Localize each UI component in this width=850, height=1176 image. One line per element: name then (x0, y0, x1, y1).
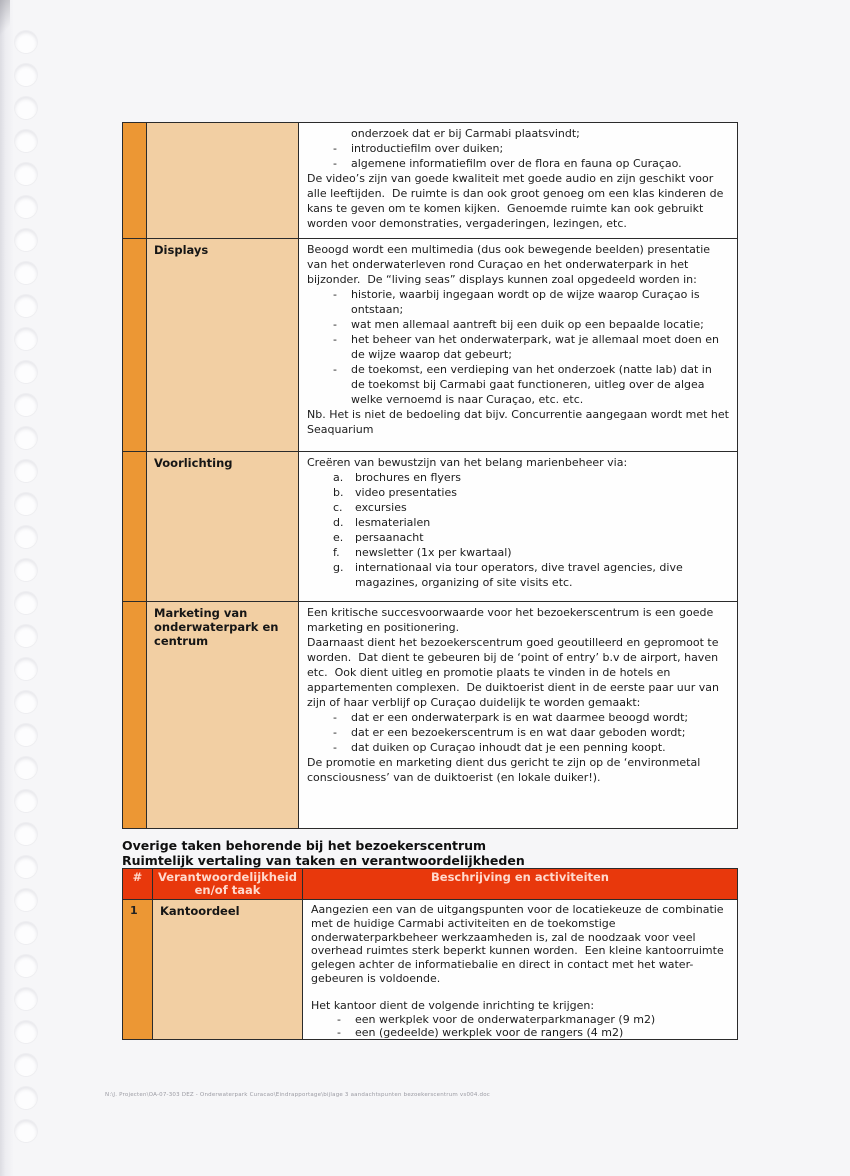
binder-hole (15, 361, 37, 383)
header-num: # (123, 869, 153, 899)
footer-file-path: N:\J. Projecten\OA-07-303 DEZ - Onderwaterpark Curacao\Eindrapportage\bijlage 3 aandachtspunten bezoekerscentrum vs004.doc (105, 1092, 490, 1098)
paragraph: Daarnaast dient het bezoekerscentrum goed geoutilleerd en gepromoot te worden. Dat dient te gebeuren bij de ‘point of entry’ b.v de airport, haven etc. Ook dient uitleg en promotie plaats te vinden in de hotels en appartementen complexen. De duiktoerist dient in de eerste paar uur van zijn of haar verblijf op Curaçao duidelijk te worden gemaakt: (307, 636, 723, 709)
binder-hole (15, 163, 37, 185)
list-item: e. persaanacht (333, 531, 424, 544)
list-item: - historie, waarbij ingegaan wordt op de wijze waarop Curaçao is ontstaan; (333, 288, 704, 316)
list-item: - wat men allemaal aantreft bij een duik op een bepaalde locatie; (333, 318, 704, 331)
binder-hole (15, 790, 37, 812)
binder-hole (15, 196, 37, 218)
table-row-displays (123, 238, 737, 451)
header-beschrijving: Beschrijving en activiteiten (431, 870, 609, 884)
binder-hole (15, 262, 37, 284)
binder-hole (15, 130, 37, 152)
list-item: g. internationaal via tour operators, dive travel agencies, dive magazines, organizing of site visits etc. (333, 561, 687, 589)
row-label-cell: Displays (147, 239, 299, 451)
binder-hole (15, 64, 37, 86)
binder-hole (15, 658, 37, 680)
row-content-cell (299, 123, 737, 238)
list-item: a. brochures en flyers (333, 471, 461, 484)
heading-overige-taken: Overige taken behorende bij het bezoekerscentrum (122, 838, 487, 853)
note-paragraph: Nb. Het is niet de bedoeling dat bijv. Concurrentie aangegaan wordt met het Seaquarium (307, 408, 733, 436)
binder-hole (15, 394, 37, 416)
binder-hole (15, 955, 37, 977)
binder-hole (15, 856, 37, 878)
paragraph: De video’s zijn van goede kwaliteit met goede audio en zijn geschikt voor alle leeftijden. De ruimte is dan ook groot genoeg om een klas kinderen de kans te geven om te komen kijken. Genoemde ruimte kan ook gebruikt worden voor demonstraties, vergaderingen, lezingen, etc. (307, 172, 727, 230)
binder-hole (15, 229, 37, 251)
paragraph: Het kantoor dient de volgende inrichting te krijgen: (311, 998, 595, 1012)
table-aandachtspunten (122, 122, 738, 829)
list-item: - de toekomst, een verdieping van het onderzoek (natte lab) dat in de toekomst bij Carmabi gaat functioneren, uitleg over de algea welke vernoemd is naar Curaçao, etc. etc. (333, 363, 716, 406)
list-item: - introductiefilm over duiken; (333, 142, 504, 155)
paragraph: Beoogd wordt een multimedia (dus ook bewegende beelden) presentatie van het onderwaterleven rond Curaçao en het onderwaterpark in het bijzonder. De “living seas” displays kunnen zoal opgedeeld worden in: (307, 243, 714, 286)
paragraph: Een kritische succesvoorwaarde voor het bezoekerscentrum is een goede marketing en positionering. (307, 606, 717, 634)
binder-hole (15, 757, 37, 779)
binder-hole (15, 460, 37, 482)
table-row-marketing (123, 601, 737, 828)
list-item: onderzoek dat er bij Carmabi plaatsvindt; (351, 127, 580, 140)
binder-hole (15, 724, 37, 746)
binder-hole (15, 328, 37, 350)
list-item: - dat er een bezoekerscentrum is en wat daar geboden wordt; (333, 726, 686, 739)
row-label-cell: Kantoordeel (153, 900, 303, 1039)
list-item: - dat er een onderwaterpark is en wat daarmee beoogd wordt; (333, 711, 689, 724)
row-content-cell (299, 602, 737, 828)
list-item: - het beheer van het onderwaterpark, wat je allemaal moet doen en de wijze waarop dat gebeurt; (333, 333, 723, 361)
binder-hole (15, 295, 37, 317)
row-accent-cell (123, 239, 147, 451)
binder-hole (15, 625, 37, 647)
row-accent-cell (123, 123, 147, 238)
scan-left-edge-shadow (0, 0, 14, 1176)
row-content-cell (299, 239, 737, 451)
row-label-cell: Voorlichting (147, 452, 299, 601)
binder-hole (15, 988, 37, 1010)
binding-holes (14, 0, 42, 1176)
table-row-voorlichting (123, 451, 737, 601)
table-row-kantoordeel (123, 899, 737, 1039)
scan-corner-mark (0, 0, 10, 42)
row-number-cell: 1 (123, 900, 153, 1039)
binder-hole (15, 493, 37, 515)
binder-hole (15, 97, 37, 119)
header-taak: Verantwoordelijkheid en/of taak (153, 869, 303, 899)
heading-ruimtelijk-vertaling: Ruimtelijk vertaling van taken en verantwoordelijkheden (122, 853, 525, 868)
row-content-cell (303, 900, 737, 1039)
list-item: b. video presentaties (333, 486, 457, 499)
binder-hole (15, 1120, 37, 1142)
binder-hole (15, 922, 37, 944)
list-item: d. lesmaterialen (333, 516, 431, 529)
list-item: c. excursies (333, 501, 407, 514)
binder-hole (15, 31, 37, 53)
binder-hole (15, 1087, 37, 1109)
binder-hole (15, 1054, 37, 1076)
binder-hole (15, 691, 37, 713)
table-header-row (123, 869, 737, 899)
paragraph: Creëren van bewustzijn van het belang marienbeheer via: (307, 456, 628, 469)
binder-hole (15, 559, 37, 581)
binder-hole (15, 823, 37, 845)
list-item: - een werkplek voor de onderwaterparkmanager (9 m2) (337, 1012, 656, 1026)
row-label-cell: Marketing van onderwaterpark en centrum (147, 602, 299, 828)
paragraph: De promotie en marketing dient dus gericht te zijn op de ‘environmetal consciousness’ van de duiktoerist (en lokale duiker!). (307, 756, 704, 784)
table-row-video (123, 123, 737, 238)
binder-hole (15, 592, 37, 614)
binder-hole (15, 889, 37, 911)
row-label-cell (147, 123, 299, 238)
list-item: - een (gedeelde) werkplek voor de rangers (4 m2) (337, 1026, 624, 1039)
list-item: - dat duiken op Curaçao inhoudt dat je een penning koopt. (333, 741, 666, 754)
table-overige-taken (122, 868, 738, 1040)
binder-hole (15, 1021, 37, 1043)
row-content-cell (299, 452, 737, 601)
binder-hole (15, 526, 37, 548)
row-accent-cell (123, 602, 147, 828)
paragraph: Aangezien een van de uitgangspunten voor de locatiekeuze de combinatie met de huidige Carmabi activiteiten en de toekomstige onderwaterparkbeheer werkzaamheden is, zal de noodzaak voor veel overhead ruimtes sterk beperkt kunnen worden. Een kleine kantoorruimte gelegen achter de informatiebalie en direct in contact met het water-gebeuren is voldoende. (311, 903, 728, 985)
list-item: - algemene informatiefilm over de flora en fauna op Curaçao. (333, 157, 682, 170)
list-item: f. newsletter (1x per kwartaal) (333, 546, 512, 559)
row-accent-cell (123, 452, 147, 601)
binder-hole (15, 427, 37, 449)
